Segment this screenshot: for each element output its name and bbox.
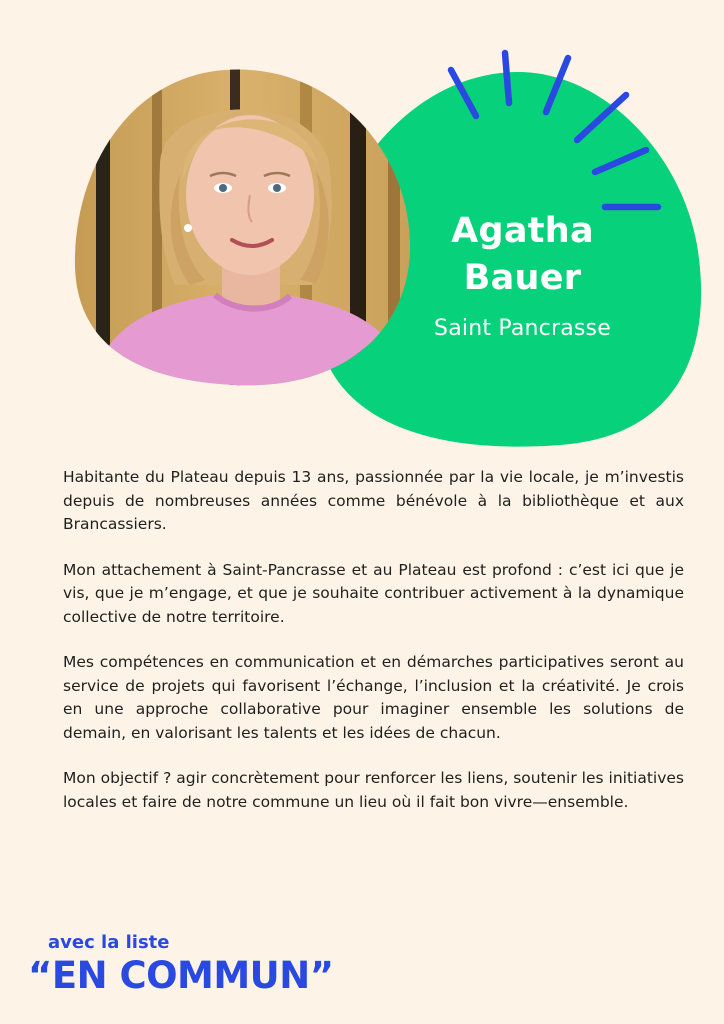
candidate-location: Saint Pancrasse	[434, 316, 611, 341]
candidate-name-block	[400, 208, 645, 341]
list-logo	[28, 932, 334, 996]
candidate-last-name: Bauer	[463, 258, 582, 298]
candidate-bio	[63, 466, 684, 836]
bio-paragraph: Mes compétences en communication et en démarches participatives seront au service de projets qui favorisent l’échange, l’inclusion et la créativité. Je crois en une approche collaborative pour imaginer ensemble les solutions de demain, en valorisant les talents et les idées de chacun.	[63, 653, 684, 742]
logo-brand: “EN COMMUN”	[28, 954, 334, 997]
logo-tagline: avec la liste	[48, 932, 170, 953]
bio-paragraph: Mon objectif ? agir concrètement pour renforcer les liens, soutenir les initiatives locales et faire de notre commune un lieu où il fait bon vivre—ensemble.	[63, 769, 684, 811]
bio-paragraph: Habitante du Plateau depuis 13 ans, passionnée par la vie locale, je m’investis depuis de nombreuses années comme bénévole à la bibliothèque et aux Brancassiers.	[63, 468, 684, 533]
candidate-first-name: Agatha	[451, 211, 594, 251]
bio-paragraph: Mon attachement à Saint-Pancrasse et au Plateau est profond : c’est ici que je vis, que je m’engage, et que je souhaite contribuer activement à la dynamique collective de notre territoire.	[63, 560, 684, 626]
